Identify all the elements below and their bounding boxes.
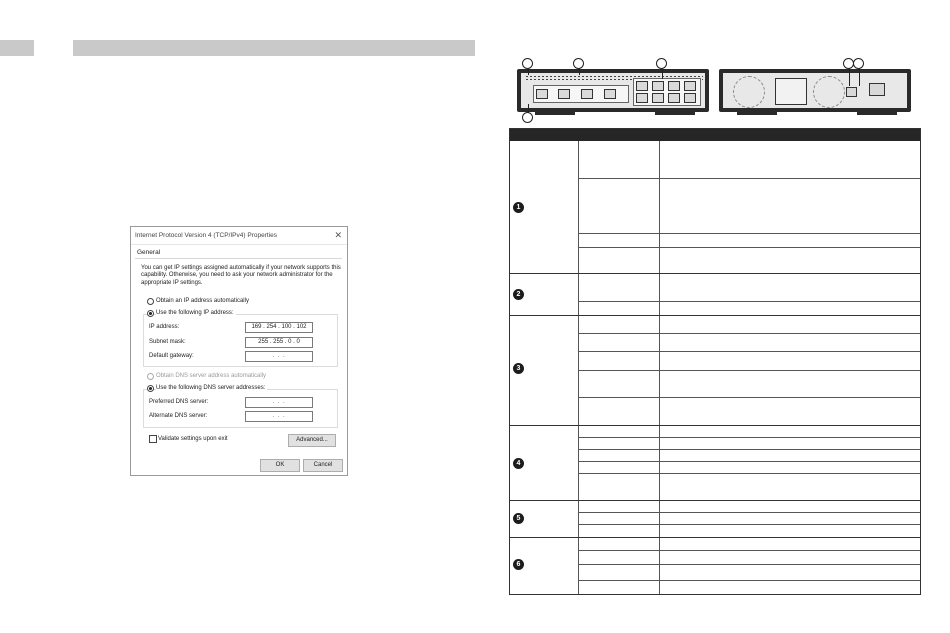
alternate-dns-field[interactable]: . . . <box>245 411 313 422</box>
sfp-port <box>652 93 664 103</box>
page-header-bar <box>73 40 475 56</box>
section-divider <box>510 273 920 274</box>
callout-leader <box>849 66 850 86</box>
default-gateway-label: Default gateway: <box>149 353 194 359</box>
rear-foot-right <box>857 112 897 115</box>
validate-label: Validate settings upon exit <box>158 436 228 442</box>
callout-marker <box>656 58 667 69</box>
row-divider <box>578 437 920 438</box>
section-divider <box>510 315 920 316</box>
section-number: 1 <box>513 202 524 213</box>
validate-checkbox[interactable] <box>149 435 157 443</box>
ip-address-field[interactable]: 169 . 254 . 100 . 102 <box>245 322 313 333</box>
dialog-title: Internet Protocol Version 4 (TCP/IPv4) Properties <box>135 232 277 239</box>
row-divider <box>578 247 920 248</box>
sfp-port <box>668 81 680 91</box>
row-divider <box>578 461 920 462</box>
manual-dns-radio[interactable] <box>147 385 154 392</box>
front-port <box>581 89 593 99</box>
row-divider <box>578 564 920 565</box>
auto-ip-label: Obtain an IP address automatically <box>156 298 249 304</box>
section-divider <box>510 500 920 501</box>
front-port <box>558 89 570 99</box>
front-foot-right <box>655 112 695 115</box>
rear-foot-left <box>737 112 777 115</box>
fan-left <box>733 76 765 108</box>
section-number: 4 <box>513 458 524 469</box>
device-front-panel <box>517 69 709 112</box>
row-divider <box>578 449 920 450</box>
auto-ip-radio[interactable] <box>147 298 154 305</box>
sfp-port <box>636 81 648 91</box>
close-icon[interactable]: ✕ <box>334 230 342 240</box>
dns-group <box>143 389 338 428</box>
table-header <box>510 129 920 141</box>
tab-divider <box>135 258 342 259</box>
ipv4-properties-dialog <box>130 226 348 476</box>
section-number: 2 <box>513 289 524 300</box>
subnet-mask-field[interactable]: 255 . 255 . 0 . 0 <box>245 337 313 348</box>
manual-dns-label: Use the following DNS server addresses: <box>156 385 266 391</box>
device-rear-panel <box>719 69 911 112</box>
section-divider <box>510 425 920 426</box>
sfp-port <box>652 81 664 91</box>
row-divider <box>578 524 920 525</box>
row-divider <box>578 301 920 302</box>
column-divider <box>578 141 579 594</box>
management-port <box>869 83 885 96</box>
component-table <box>509 128 921 595</box>
ok-button[interactable]: OK <box>260 459 300 472</box>
row-divider <box>578 370 920 371</box>
auto-dns-label: Obtain DNS server address automatically <box>156 373 267 379</box>
sfp-port <box>636 93 648 103</box>
fan-right <box>813 76 845 108</box>
cancel-button[interactable]: Cancel <box>303 459 343 472</box>
front-port <box>536 89 548 99</box>
preferred-dns-field[interactable]: . . . <box>245 397 313 408</box>
sfp-port <box>668 93 680 103</box>
ip-address-label: IP address: <box>149 324 180 330</box>
section-number: 5 <box>513 513 524 524</box>
front-foot-left <box>535 112 575 115</box>
page-header-tab <box>0 40 34 56</box>
tab-general[interactable]: General <box>137 249 161 256</box>
row-divider <box>578 397 920 398</box>
callout-marker <box>853 58 864 69</box>
console-port <box>846 87 857 97</box>
row-divider <box>578 333 920 334</box>
row-divider <box>578 580 920 581</box>
section-number: 6 <box>513 559 524 570</box>
row-divider <box>578 178 920 179</box>
callout-marker <box>522 112 533 123</box>
row-divider <box>578 351 920 352</box>
default-gateway-field[interactable]: . . . <box>245 351 313 362</box>
manual-ip-radio[interactable] <box>147 310 154 317</box>
row-divider <box>578 233 920 234</box>
dialog-description: You can get IP settings assigned automatically if your network supports this capability. Otherwise, you need to ask your network administrator for the appropriate IP settings. <box>141 265 341 286</box>
column-divider <box>659 141 660 594</box>
preferred-dns-label: Preferred DNS server: <box>149 399 209 405</box>
section-number: 3 <box>513 363 524 374</box>
callout-marker <box>573 58 584 69</box>
auto-dns-radio[interactable] <box>147 373 154 380</box>
section-divider <box>510 537 920 538</box>
power-inlet <box>775 78 807 105</box>
subnet-mask-label: Subnet mask: <box>149 339 186 345</box>
callout-leader <box>859 66 860 86</box>
dialog-titlebar <box>131 227 347 245</box>
callout-marker <box>522 58 533 69</box>
sfp-port <box>684 93 696 103</box>
row-divider <box>578 473 920 474</box>
front-port <box>604 89 616 99</box>
manual-ip-label: Use the following IP address: <box>156 310 234 316</box>
sfp-port <box>684 81 696 91</box>
row-divider <box>578 512 920 513</box>
advanced-button[interactable]: Advanced... <box>288 434 336 447</box>
row-divider <box>578 550 920 551</box>
alternate-dns-label: Alternate DNS server: <box>149 413 208 419</box>
